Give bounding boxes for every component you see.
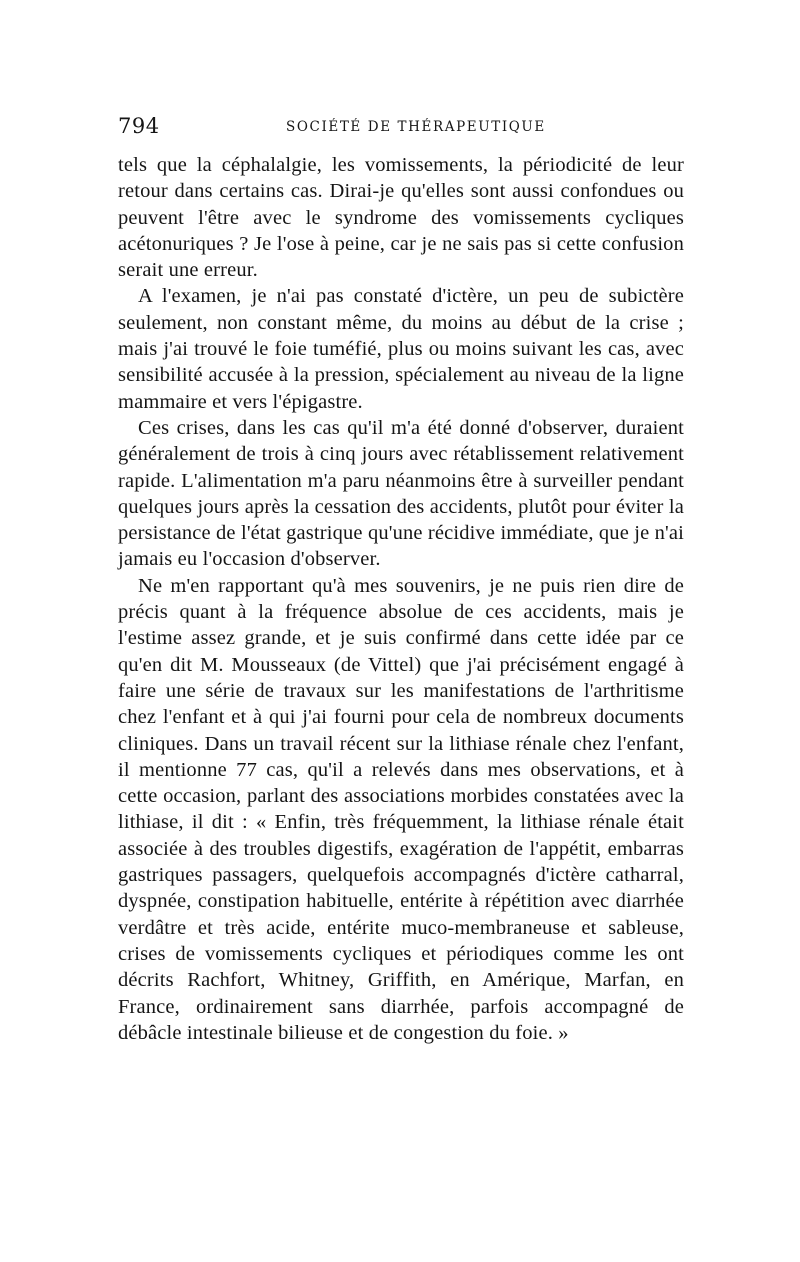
page-number: 794: [118, 114, 160, 138]
body-text: [118, 152, 684, 1046]
paragraph-examination: A l'examen, je n'ai pas constaté d'ictère, un peu de subictère seulement, non constant même, du moins au début de la crise ; mais j'ai trouvé le foie tuméfié, plus ou moins suivant les cas, avec sensibilité accusée à la pression, spécialement au niveau de la ligne mammaire et vers l'épigastre.: [118, 285, 684, 413]
running-head: [118, 114, 684, 144]
paragraph-frequency: Ne m'en rapportant qu'à mes souvenirs, je ne puis rien dire de précis quant à la fréquence absolue de ces accidents, mais je l'estime assez grande, et je suis confirmé dans cette idée par ce qu'en dit M. Mousseaux (de Vittel) que j'ai précisément engagé à faire une série de travaux sur les manifestations de l'arthritisme chez l'enfant et à qui j'ai fourni pour cela de nombreux documents cliniques. Dans un travail récent sur la lithiase rénale chez l'enfant, il mentionne 77 cas, qu'il a relevés dans mes observations, et à cette occasion, parlant des associations morbides constatées avec la lithiase, il dit : « Enfin, très fréquemment, la lithiase rénale était associée à des troubles digestifs, exagération de l'appétit, embarras gastriques passagers, quelquefois accompagnés d'ictère catharral, dyspnée, constipation habituelle, entérite à répétition avec diarrhée verdâtre et très acide, entérite muco-membraneuse et sableuse, crises de vomissements cycliques et périodiques comme les ont décrits Rachfort, Whitney, Griffith, en Amérique, Marfan, en France, ordinairement sans diarrhée, parfois accompagné de débâcle intestinale bilieuse et de congestion du foie. »: [118, 574, 684, 1044]
paragraph-crises: Ces crises, dans les cas qu'il m'a été donné d'observer, duraient généralement de trois à cinq jours avec rétablissement relativement rapide. L'alimentation m'a paru néanmoins être à surveiller pendant quelques jours après la cessation des accidents, plutôt pour éviter la persistance de l'état gastrique qu'une récidive immédiate, que je n'ai jamais eu l'occasion d'observer.: [118, 416, 684, 571]
paragraph-continued: tels que la céphalalgie, les vomissements, la périodicité de leur retour dans certains cas. Dirai-je qu'elles sont aussi confondues ou peuvent l'être avec le syndrome des vomissements cycliques acétonuriques ? Je l'ose à peine, car je ne sais pas si cette confusion serait une erreur.: [118, 154, 684, 282]
running-title: SOCIÉTÉ DE THÉRAPEUTIQUE: [286, 119, 546, 135]
